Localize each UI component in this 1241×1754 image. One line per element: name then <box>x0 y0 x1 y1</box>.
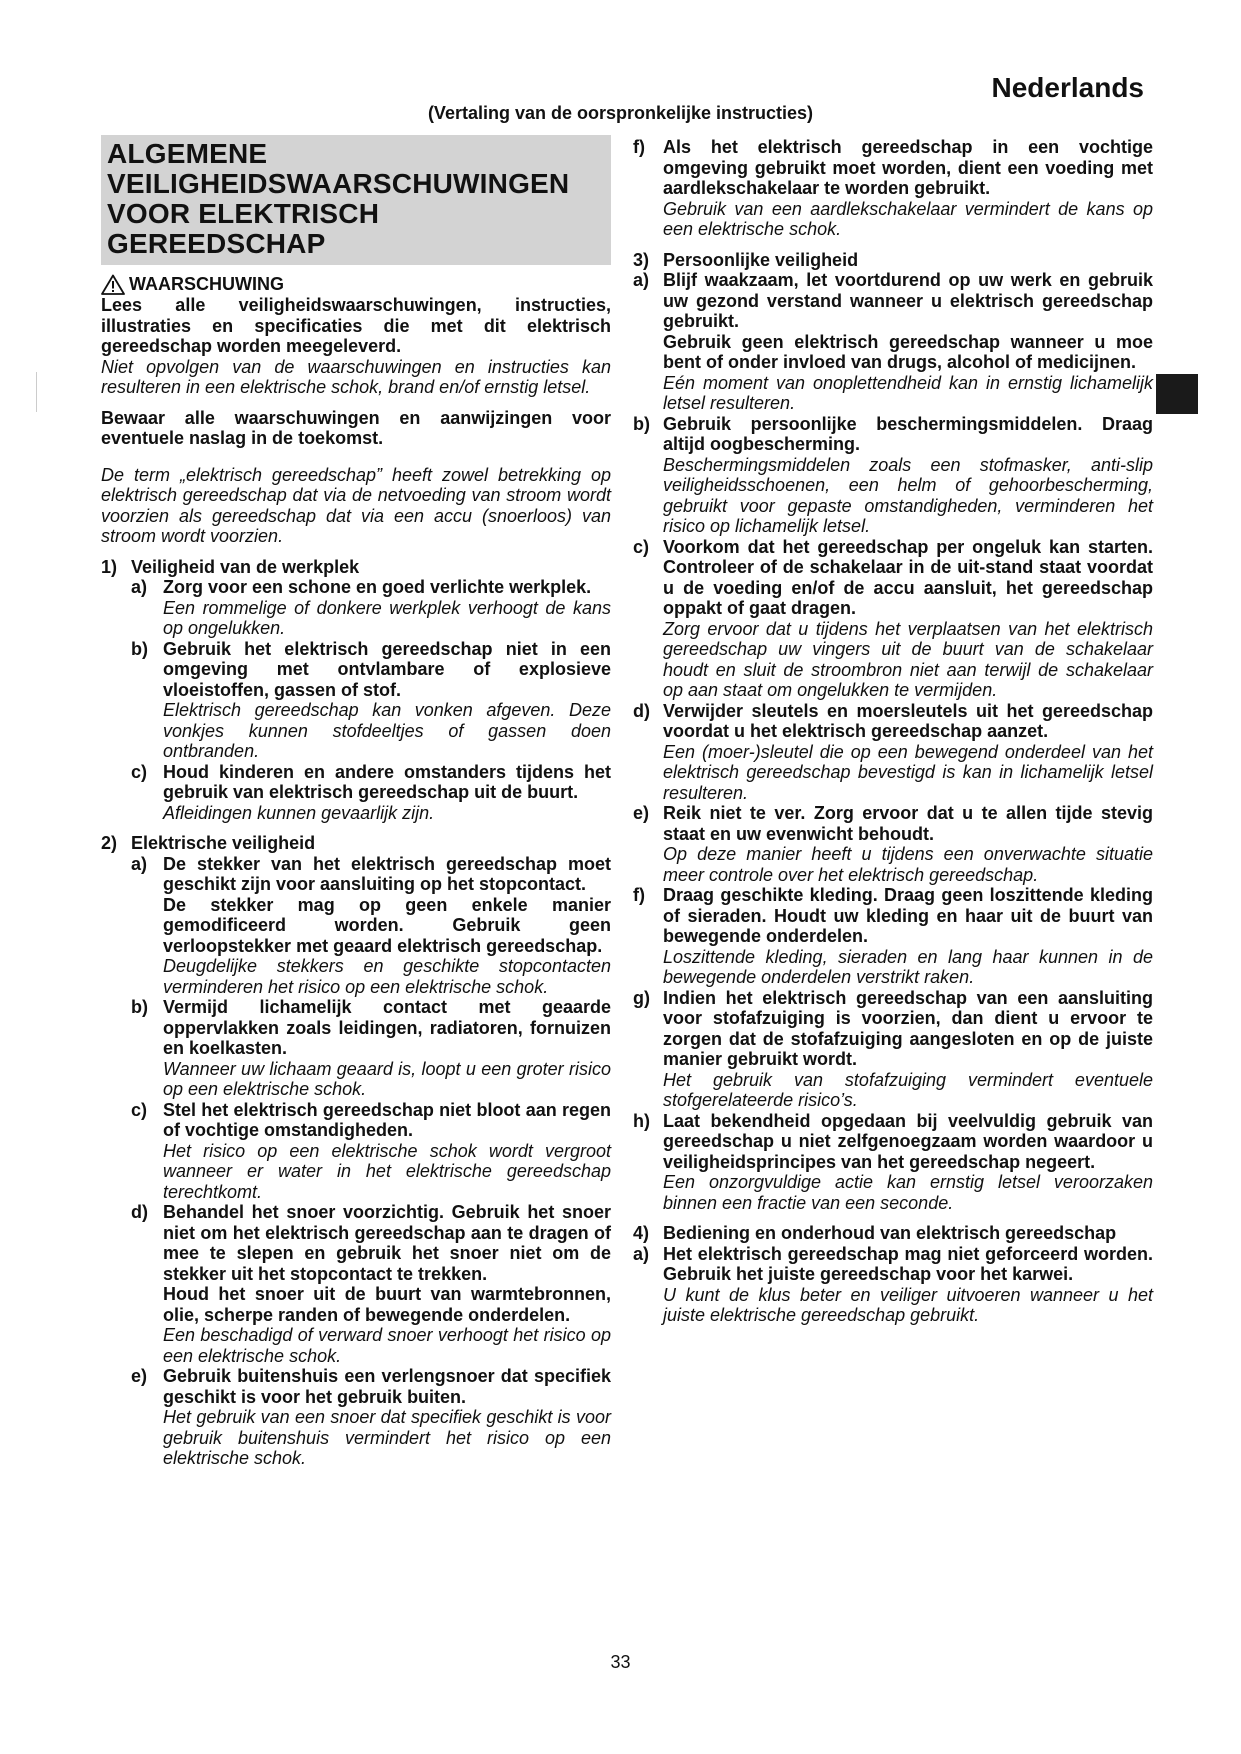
section-1-heading: 1) Veiligheid van de werkplek <box>101 556 360 577</box>
left-column <box>101 137 611 1469</box>
intro-bold: Lees alle veiligheidswaarschuwingen, instructies, illustraties en specificaties die met dit elektrisch gereedschap worden meegeleverd. <box>101 295 611 356</box>
item-1a: a) Zorg voor een schone en goed verlichte werkplek. <box>131 577 592 597</box>
margin-mark <box>36 372 37 412</box>
item-2b: b) Vermijd lichamelijk contact met geaarde oppervlakken zoals leidingen, radiatoren, fornuizen en koelkasten. <box>131 997 611 1058</box>
language-label: Nederlands <box>991 72 1144 103</box>
item-3d-note: Een (moer-)sleutel die op een bewegend onderdeel van het elektrisch gereedschap bevestigd is kan in lichamelijk letsel resulteren. <box>663 741 1153 803</box>
item-2e-note: Het gebruik van een snoer dat specifiek geschikt is voor gebruik buitenshuis vermindert het risico op een elektrische schok. <box>163 1407 611 1468</box>
item-3c: c) Voorkom dat het gereedschap per ongeluk kan starten. Controleer of de schakelaar in de uit-stand staat voordat u de voeding en/of de accu aansluit, het gereedschap oppakt of gaat dragen. <box>633 536 1153 618</box>
item-2d-note: Een beschadigd of verward snoer verhoogt het risico op een elektrische schok. <box>163 1325 611 1366</box>
section-2-heading: 2) Elektrische veiligheid <box>101 833 316 853</box>
warning-label: WAARSCHUWING <box>129 274 284 295</box>
item-3c-note: Zorg ervoor dat u tijdens het verplaatsen van het elektrisch gereedschap uw vingers uit de buurt van de schakelaar houdt en sluit de stroombron niet aan terwijl de schakelaar op aan staat om ongelukken te vermijden. <box>663 618 1153 700</box>
item-3h-note: Een onzorgvuldige actie kan ernstig letsel veroorzaken binnen een fractie van een seconde. <box>663 1172 1153 1213</box>
right-column <box>633 137 1153 1326</box>
item-3b: b) Gebruik persoonlijke beschermingsmiddelen. Draag altijd oogbescherming. <box>633 413 1153 454</box>
item-3g: g) Indien het elektrisch gereedschap van een aansluiting voor stofafzuiging is voorzien, dan dient u ervoor te zorgen dat de stofafzuiging aangesloten en op de juiste manier gebruikt wordt. <box>633 987 1153 1069</box>
warning-triangle-icon <box>101 274 125 295</box>
item-1b: b) Gebruik het elektrisch gereedschap niet in een omgeving met ontvlambare of explosieve vloeistoffen, gassen of stof. <box>131 638 611 700</box>
item-3h: h) Laat bekendheid opgedaan bij veelvuldig gebruik van gereedschap u niet zelfgenoegzaam worden waardoor u veiligheidsprincipes van het gereedschap negeert. <box>633 1110 1153 1172</box>
item-2b-note: Wanneer uw lichaam geaard is, loopt u een groter risico op een elektrische schok. <box>163 1058 611 1099</box>
item-1a-note: Een rommelige of donkere werkplek verhoogt de kans op ongelukken. <box>163 597 611 638</box>
item-4a-note: U kunt de klus beter en veiliger uitvoeren wanneer u het juiste elektrische gereedschap gebruikt. <box>663 1284 1153 1325</box>
item-1c-note: Afleidingen kunnen gevaarlijk zijn. <box>163 802 435 823</box>
intro-italic-2: De term „elektrisch gereedschap” heeft zowel betrekking op elektrisch gereedschap dat via de netvoeding van stroom wordt voorzien als gereedschap dat via een accu (snoerloos) van stroom wordt voorzien. <box>101 464 611 546</box>
item-4a: a) Het elektrisch gereedschap mag niet geforceerd worden. Gebruik het juiste gereedschap voor het karwei. <box>633 1243 1153 1284</box>
item-3g-note: Het gebruik van stofafzuiging vermindert eventuele stofgerelateerde risico’s. <box>663 1069 1153 1110</box>
item-3a-note: Eén moment van onoplettendheid kan in ernstig lichamelijk letsel resulteren. <box>663 372 1153 413</box>
item-3f-note: Loszittende kleding, sieraden en lang haar kunnen in de bewegende onderdelen verstrikt raken. <box>663 946 1153 987</box>
item-2f-note: Gebruik van een aardlekschakelaar vermindert de kans op een elektrische schok. <box>663 198 1153 239</box>
item-2a: a) De stekker van het elektrisch gereedschap moet geschikt zijn voor aansluiting op het stopcontact. <box>131 853 611 894</box>
item-2e: e) Gebruik buitenshuis een verlengsnoer dat specifiek geschikt is voor het gebruik buiten. <box>131 1366 611 1407</box>
item-3e-note: Op deze manier heeft u tijdens een onverwachte situatie meer controle over het elektrisch gereedschap. <box>663 844 1153 885</box>
thumb-index-tab <box>1156 374 1198 414</box>
section-3-heading: 3) Persoonlijke veiligheid <box>633 249 859 270</box>
intro-bold-2: Bewaar alle waarschuwingen en aanwijzingen voor eventuele naslag in de toekomst. <box>101 407 611 448</box>
item-1c: c) Houd kinderen en andere omstanders tijdens het gebruik van elektrisch gereedschap uit de buurt. <box>131 761 611 802</box>
item-2a-bold-2: De stekker mag op geen enkele manier gemodificeerd worden. Gebruik geen verloopstekker met geaard elektrisch gereedschap. <box>163 894 611 956</box>
page-number: 33 <box>610 1652 631 1672</box>
item-3e: e) Reik niet te ver. Zorg ervoor dat u te allen tijde stevig staat en uw evenwicht behoudt. <box>633 803 1153 844</box>
item-3b-note: Beschermingsmiddelen zoals een stofmasker, anti-slip veiligheidsschoenen, een helm of gehoorbescherming, gebruikt voor gepaste omstandigheden, verminderen het risico op lichamelijk letsel. <box>663 454 1153 536</box>
warning-heading <box>101 274 611 295</box>
item-3d: d) Verwijder sleutels en moersleutels uit het gereedschap voordat u het elektrisch gereedschap aanzet. <box>633 700 1153 741</box>
item-2c-note: Het risico op een elektrische schok wordt vergroot wanneer er water in het elektrische gereedschap terechtkomt. <box>163 1140 611 1202</box>
item-2f: f) Als het elektrisch gereedschap in een vochtige omgeving gebruikt moet worden, dient een voeding met aardlekschakelaar te worden gebruikt. <box>633 137 1153 198</box>
item-2c: c) Stel het elektrisch gereedschap niet bloot aan regen of vochtige omstandigheden. <box>131 1099 611 1140</box>
intro-italic: Niet opvolgen van de waarschuwingen en instructies kan resulteren in een elektrische schok, brand en/of ernstig letsel. <box>101 356 611 397</box>
item-3f: f) Draag geschikte kleding. Draag geen loszittende kleding of sieraden. Houdt uw kleding en haar uit de buurt van bewegende onderdelen. <box>633 885 1153 946</box>
item-1b-note: Elektrisch gereedschap kan vonken afgeven. Deze vonkjes kunnen stofdeeltjes of gassen doen ontbranden. <box>163 700 611 761</box>
item-3a-bold-2: Gebruik geen elektrisch gereedschap wanneer u moe bent of onder invloed van drugs, alcohol of medicijnen. <box>663 331 1153 372</box>
item-3a: a) Blijf waakzaam, let voortdurend op uw werk en gebruik uw gezond verstand wanneer u elektrisch gereedschap gebruikt. <box>633 270 1153 331</box>
section-4-heading: 4) Bediening en onderhoud van elektrisch gereedschap <box>633 1223 1117 1243</box>
item-2d: d) Behandel het snoer voorzichtig. Gebruik het snoer niet om het elektrisch gereedschap aan te dragen of mee te slepen en gebruik het snoer niet om de stekker uit het stopcontact te trekken. <box>131 1202 611 1284</box>
item-2d-bold-2: Houd het snoer uit de buurt van warmtebronnen, olie, scherpe randen of bewegende onderdelen. <box>163 1284 611 1325</box>
section-title: ALGEMENE VEILIGHEIDSWAARSCHUWINGEN VOOR ELEKTRISCH GEREEDSCHAP <box>101 135 611 265</box>
item-2a-note: Deugdelijke stekkers en geschikte stopcontacten verminderen het risico op een elektrische schok. <box>163 956 611 997</box>
translation-subtitle: (Vertaling van de oorspronkelijke instructies) <box>427 103 814 123</box>
